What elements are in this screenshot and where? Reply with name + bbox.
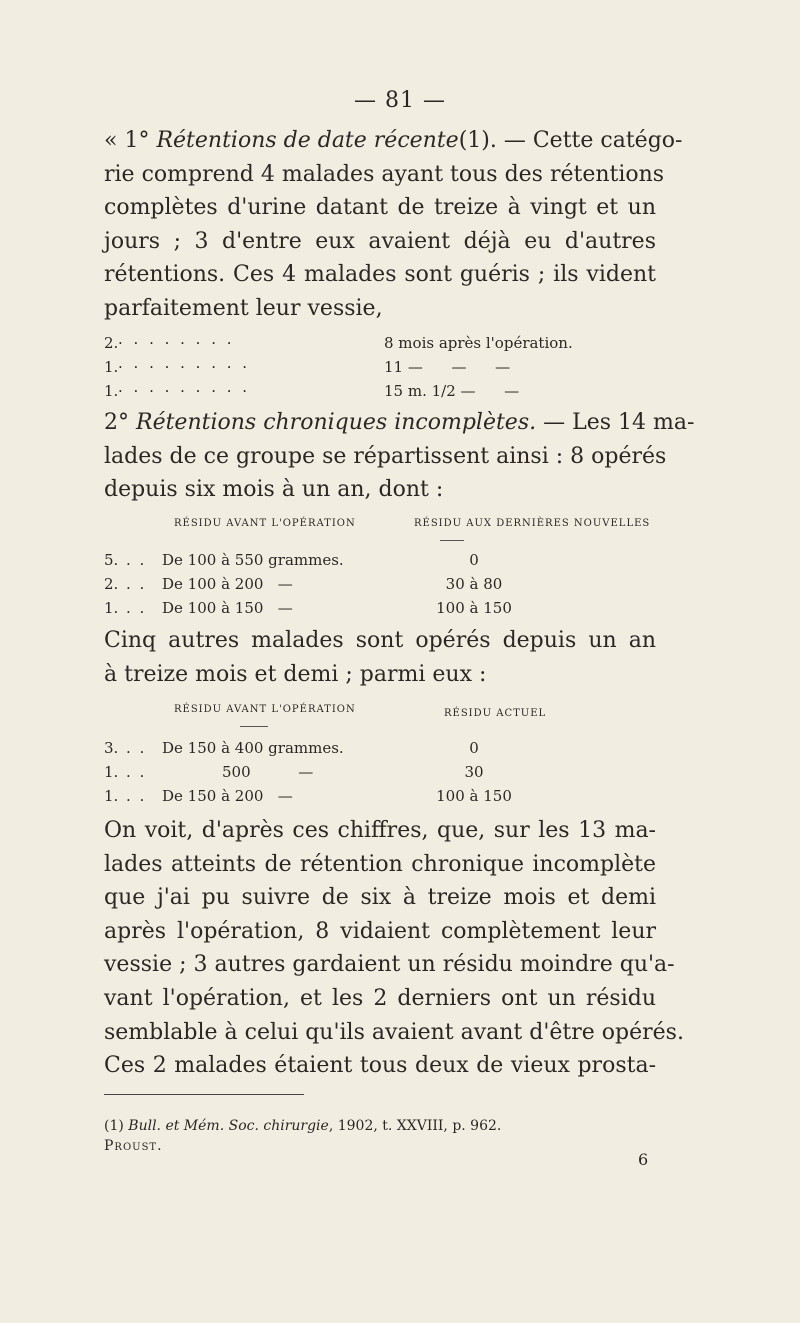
text-line: rétentions. Ces 4 malades sont guéris ; ils vident	[104, 262, 656, 288]
text-line: vant l'opération, et les 2 derniers ont un résidu	[104, 985, 656, 1011]
footnote: (1) Bull. et Mém. Soc. chirurgie, 1902, t. XXVIII, p. 962. Proust.	[104, 1118, 502, 1154]
text-line: lades atteints de rétention chronique incomplète	[104, 851, 656, 877]
text-line: lades de ce groupe se répartissent ainsi : 8 opérés	[104, 443, 667, 469]
table-row: 3. . . De 150 à 400 grammes. 0	[104, 739, 479, 757]
paragraph-five-patients	[104, 624, 656, 691]
list-item: 1. · · · · · · · · · 15 m. 1/2 — —	[104, 382, 520, 400]
header-rule	[440, 540, 464, 541]
text-line: On voit, d'après ces chiffres, que, sur les 13 ma-	[104, 818, 656, 843]
text-line: que j'ai pu suivre de six à treize mois et demi	[104, 885, 656, 911]
section-heading: Rétentions chroniques incomplètes.	[136, 410, 537, 435]
text-line: depuis six mois à un an, dont :	[104, 477, 444, 503]
table-row: 1. . . 500 — 30	[104, 763, 484, 781]
table-header: RÉSIDU ACTUEL	[444, 708, 547, 719]
table-row: 1. . . De 150 à 200 — 100 à 150	[104, 787, 512, 805]
footnote-author: Proust.	[104, 1138, 163, 1154]
text-line: jours ; 3 d'entre eux avaient déjà eu d'autres	[104, 228, 656, 254]
signature-mark: 6	[638, 1150, 649, 1169]
text-line: complètes d'urine datant de treize à vingt et un	[104, 195, 656, 221]
footnote-rule	[104, 1094, 304, 1095]
paragraph-chronic-retentions	[104, 406, 695, 507]
text-line: parfaitement leur vessie,	[104, 295, 383, 321]
list-item: 2. · · · · · · · · 8 mois après l'opération.	[104, 334, 573, 352]
text-line: « 1° Rétentions de date récente(1). — Cette catégo-	[104, 128, 683, 153]
text-line: semblable à celui qu'ils avaient avant d'être opérés.	[104, 1019, 684, 1045]
table-header: RÉSIDU AVANT L'OPÉRATION	[174, 518, 356, 529]
list-item: 1. · · · · · · · · · 11 — — —	[104, 358, 511, 376]
table-row: 5. . . De 100 à 550 grammes. 0	[104, 551, 479, 569]
text-line: Ces 2 malades étaient tous deux de vieux prosta-	[104, 1053, 656, 1079]
header-rule	[240, 726, 268, 727]
section-heading: Rétentions de date récente	[156, 128, 459, 153]
text-line: vessie ; 3 autres gardaient un résidu moindre qu'a-	[104, 952, 675, 978]
paragraph-recent-retentions	[104, 124, 683, 326]
table-row: 1. . . De 100 à 150 — 100 à 150	[104, 599, 512, 617]
paragraph-conclusion	[104, 814, 684, 1083]
text-line: à treize mois et demi ; parmi eux :	[104, 661, 487, 687]
footnote-source: Bull. et Mém. Soc. chirurgie	[128, 1118, 329, 1134]
text-line: rie comprend 4 malades ayant tous des rétentions	[104, 161, 665, 187]
table-row: 2. . . De 100 à 200 — 30 à 80	[104, 575, 503, 593]
text-line: Cinq autres malades sont opérés depuis un an	[104, 628, 656, 653]
table-header: RÉSIDU AUX DERNIÈRES NOUVELLES	[414, 518, 651, 529]
table-header: RÉSIDU AVANT L'OPÉRATION	[174, 704, 356, 715]
page-number: — 81 —	[354, 88, 446, 113]
text-line: 2° Rétentions chroniques incomplètes. — Les 14 ma-	[104, 410, 695, 435]
text-line: après l'opération, 8 vidaient complètement leur	[104, 918, 656, 944]
